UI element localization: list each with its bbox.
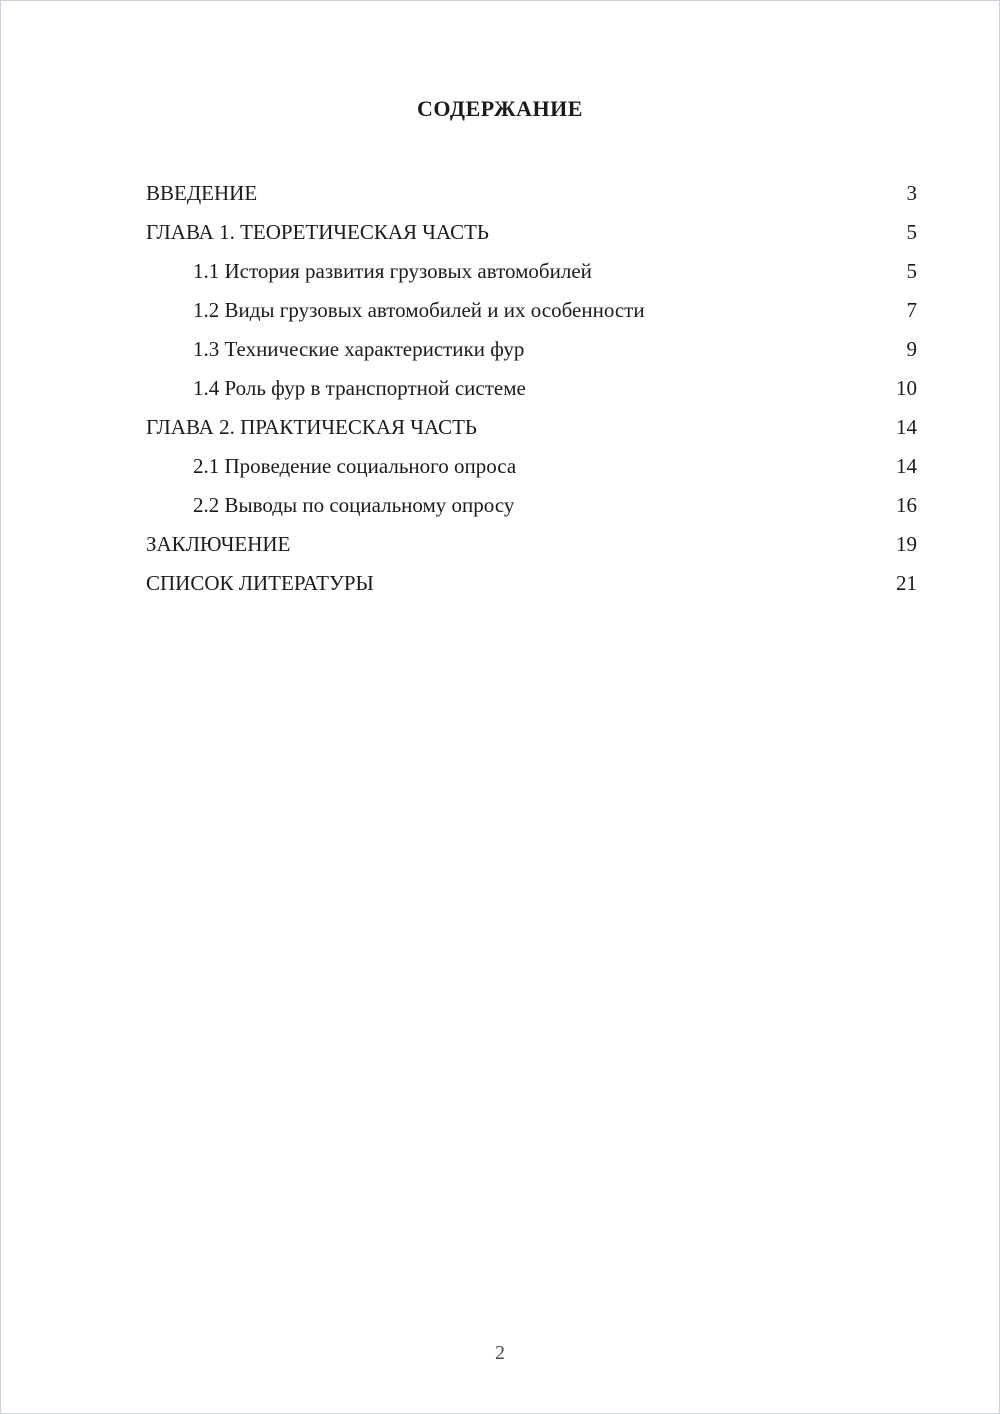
toc-entry bbox=[146, 330, 917, 369]
toc-entry-label: ВВЕДЕНИЕ bbox=[146, 181, 258, 205]
toc-entry-label: ГЛАВА 1. ТЕОРЕТИЧЕСКАЯ ЧАСТЬ bbox=[146, 220, 489, 244]
toc-entry bbox=[146, 408, 917, 447]
toc-entry-page: 14 bbox=[896, 454, 917, 478]
toc-entry-label: 1.1 История развития грузовых автомобилей bbox=[193, 259, 592, 283]
toc-entry bbox=[146, 525, 917, 564]
toc-entry-page: 10 bbox=[896, 376, 917, 400]
toc-entry-label: СПИСОК ЛИТЕРАТУРЫ bbox=[146, 571, 374, 595]
page-title: СОДЕРЖАНИЕ bbox=[417, 96, 583, 121]
toc-entry-page: 5 bbox=[906, 220, 917, 244]
toc-entry bbox=[146, 369, 917, 408]
toc-entry-page: 16 bbox=[896, 493, 917, 517]
toc-entry-label: 1.3 Технические характеристики фур bbox=[193, 337, 525, 361]
toc-entry bbox=[146, 174, 917, 213]
toc-entry-page: 19 bbox=[896, 532, 917, 556]
toc-entry-label: 2.1 Проведение социального опроса bbox=[193, 454, 517, 478]
toc-entry-page: 5 bbox=[906, 259, 917, 283]
toc-entry-label: 1.2 Виды грузовых автомобилей и их особенности bbox=[193, 298, 645, 322]
toc-entry-page: 7 bbox=[906, 298, 917, 322]
toc-entry-label: ЗАКЛЮЧЕНИЕ bbox=[146, 532, 291, 556]
table-of-contents bbox=[146, 174, 917, 603]
toc-entry-label: ГЛАВА 2. ПРАКТИЧЕСКАЯ ЧАСТЬ bbox=[146, 415, 477, 439]
toc-entry bbox=[146, 564, 917, 603]
toc-entry-label: 1.4 Роль фур в транспортной системе bbox=[193, 376, 526, 400]
toc-entry bbox=[146, 291, 917, 330]
toc-entry bbox=[146, 252, 917, 291]
toc-entry-page: 21 bbox=[896, 571, 917, 595]
toc-entry-page: 9 bbox=[906, 337, 917, 361]
toc-entry bbox=[146, 447, 917, 486]
page-number: 2 bbox=[495, 1342, 505, 1364]
toc-entry bbox=[146, 486, 917, 525]
toc-entry bbox=[146, 213, 917, 252]
toc-entry-page: 14 bbox=[896, 415, 917, 439]
toc-entry-label: 2.2 Выводы по социальному опросу bbox=[193, 493, 515, 517]
toc-entry-page: 3 bbox=[906, 181, 917, 205]
